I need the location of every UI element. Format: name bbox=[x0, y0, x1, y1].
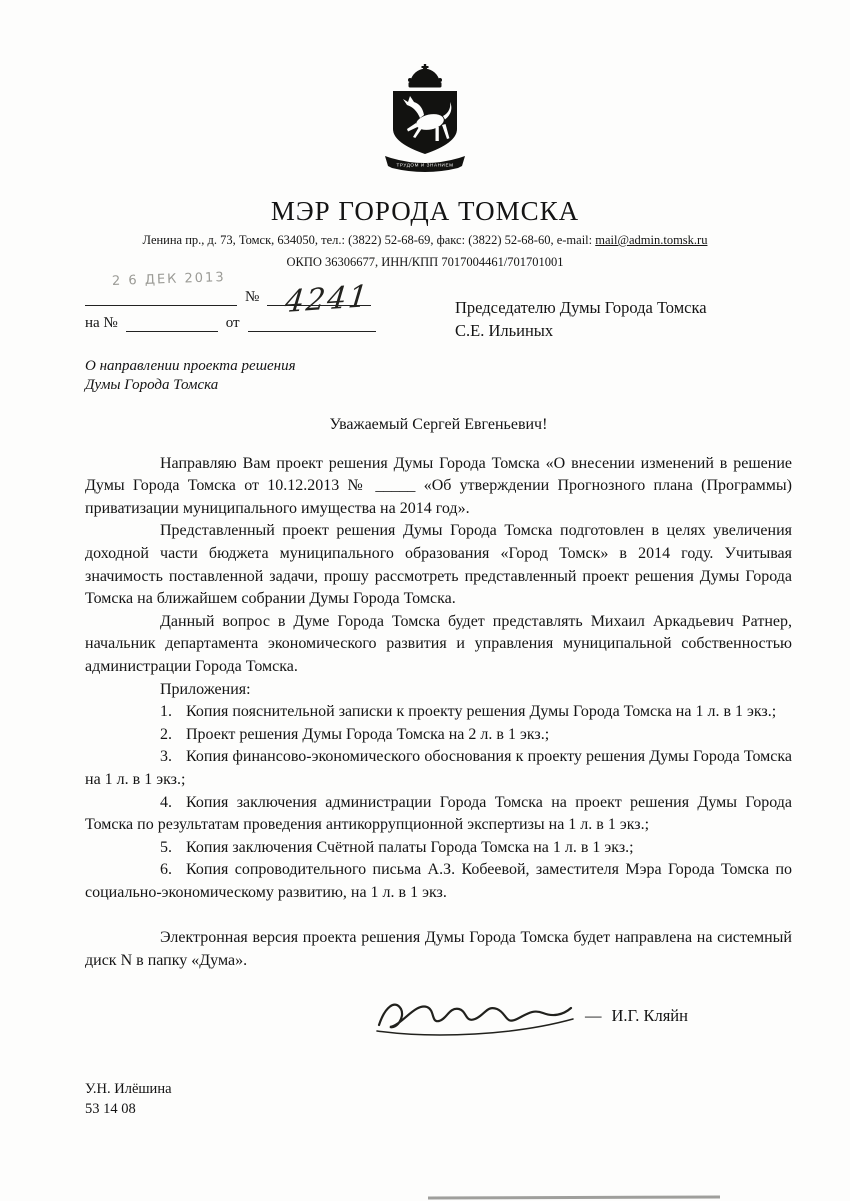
attachment-text: Копия финансово-экономического обоснования к проекту решения Думы Города Томска на 1 л. в 1 экз.; bbox=[85, 748, 792, 788]
date-blank-line bbox=[85, 288, 237, 306]
number-label: № bbox=[245, 289, 260, 305]
attachment-item-3 bbox=[85, 746, 792, 791]
signature-row bbox=[375, 989, 792, 1045]
on-number-blank-line bbox=[126, 314, 218, 332]
subject-line-1: О направлении проекта решения bbox=[85, 358, 296, 374]
attachment-text: Проект решения Думы Города Томска на 2 л. в 1 экз.; bbox=[186, 725, 550, 743]
letter-body bbox=[85, 414, 792, 1045]
address-text: Ленина пр., д. 73, Томск, 634050, тел.: (3822) 52-68-69, факс: (3822) 52-68-60, e-mail: bbox=[142, 233, 596, 247]
tomsk-coat-of-arms-icon bbox=[365, 60, 485, 200]
codes-line: ОКПО 36306677, ИНН/КПП 7017004461/701701001 bbox=[286, 255, 564, 269]
from-blank-line bbox=[248, 314, 376, 332]
attachment-item-2 bbox=[85, 724, 792, 747]
attachments-label: Приложения: bbox=[160, 680, 251, 698]
attachment-item-1 bbox=[85, 701, 792, 724]
attachment-item-5 bbox=[85, 837, 792, 860]
paragraph-2: Представленный проект решения Думы Города Томска подготовлен в целях увеличения доходной части бюджета муниципального образования «Город Томск» в 2014 году. Учитывая значимость поставленной задачи, прошу рассмотреть представленный проект решения Думы Города Томска на ближайшем собрании Думы Города Томска. bbox=[85, 522, 792, 608]
attachment-number: 2. bbox=[160, 725, 172, 743]
attachment-item-6 bbox=[85, 859, 792, 904]
signature-dash: — bbox=[585, 1006, 602, 1026]
paragraph-3: Данный вопрос в Думе Города Томска будет представлять Михаил Аркадьевич Ратнер, начальник департамента экономического развития и управления муниципальной собственностью администрации Города Томска. bbox=[85, 612, 792, 675]
scan-artifact bbox=[428, 1195, 720, 1199]
date-stamp: 2 6 ДЕК 2013 bbox=[111, 270, 226, 289]
executor-name: У.Н. Илёшина bbox=[85, 1081, 172, 1097]
recipient-block bbox=[455, 296, 707, 342]
attachment-text: Копия заключения администрации Города Томска на проект решения Думы Города Томска по результатам проведения антикоррупционной экспертизы на 1 л. в 1 экз.; bbox=[85, 793, 792, 834]
attachment-text: Копия сопроводительного письма А.З. Кобеевой, заместителя Мэра Города Томска по социально-экономическому развитию, на 1 л. в 1 экз. bbox=[85, 861, 792, 901]
attachment-text: Копия пояснительной записки к проекту решения Думы Города Томска на 1 л. в 1 экз.; bbox=[186, 703, 777, 721]
attachment-item-4 bbox=[85, 792, 792, 837]
attachment-text: Копия заключения Счётной палаты Города Томска на 1 л. в 1 экз.; bbox=[186, 838, 634, 856]
handwritten-number: 4241 bbox=[283, 278, 372, 321]
subject-line-2: Думы Города Томска bbox=[85, 377, 219, 393]
on-number-label: на № bbox=[85, 315, 118, 331]
recipient-title: Председателю Думы Города Томска bbox=[455, 298, 707, 317]
incoming-number-line bbox=[85, 314, 376, 332]
org-title: МЭР ГОРОДА ТОМСКА bbox=[270, 196, 580, 226]
attachment-number: 3. bbox=[160, 748, 172, 766]
paragraph-4: Электронная версия проекта решения Думы Города Томска будет направлена на системный диск N в папку «Дума». bbox=[85, 929, 792, 970]
signatory-name: И.Г. Кляйн bbox=[611, 1006, 688, 1026]
recipient-name: С.Е. Ильиных bbox=[455, 321, 554, 340]
from-label: от bbox=[225, 315, 240, 331]
attachment-number: 4. bbox=[160, 793, 172, 811]
salutation: Уважаемый Сергей Евгеньевич! bbox=[329, 416, 548, 433]
email-text: mail@admin.tomsk.ru bbox=[595, 233, 708, 247]
subject-block bbox=[85, 357, 296, 395]
number-blank-line bbox=[267, 278, 372, 321]
address-line bbox=[0, 233, 850, 248]
attachment-number: 1. bbox=[160, 703, 172, 721]
paragraph-1: Направляю Вам проект решения Думы Города Томска «О внесении изменений в решение Думы Города Томска от 10.12.2013 № _____ «Об утверждении Прогнозного плана (Программы) приватизации муниципального имущества на 2014 год». bbox=[85, 454, 792, 517]
executor-block bbox=[85, 1079, 172, 1119]
executor-phone: 53 14 08 bbox=[85, 1101, 136, 1117]
handwritten-signature-icon bbox=[375, 991, 575, 1043]
attachment-number: 5. bbox=[160, 838, 172, 856]
motto-text: ТРУДОМ И ЗНАНИЕМ bbox=[396, 162, 454, 168]
crown-icon bbox=[408, 64, 442, 88]
attachment-number: 6. bbox=[160, 861, 172, 879]
